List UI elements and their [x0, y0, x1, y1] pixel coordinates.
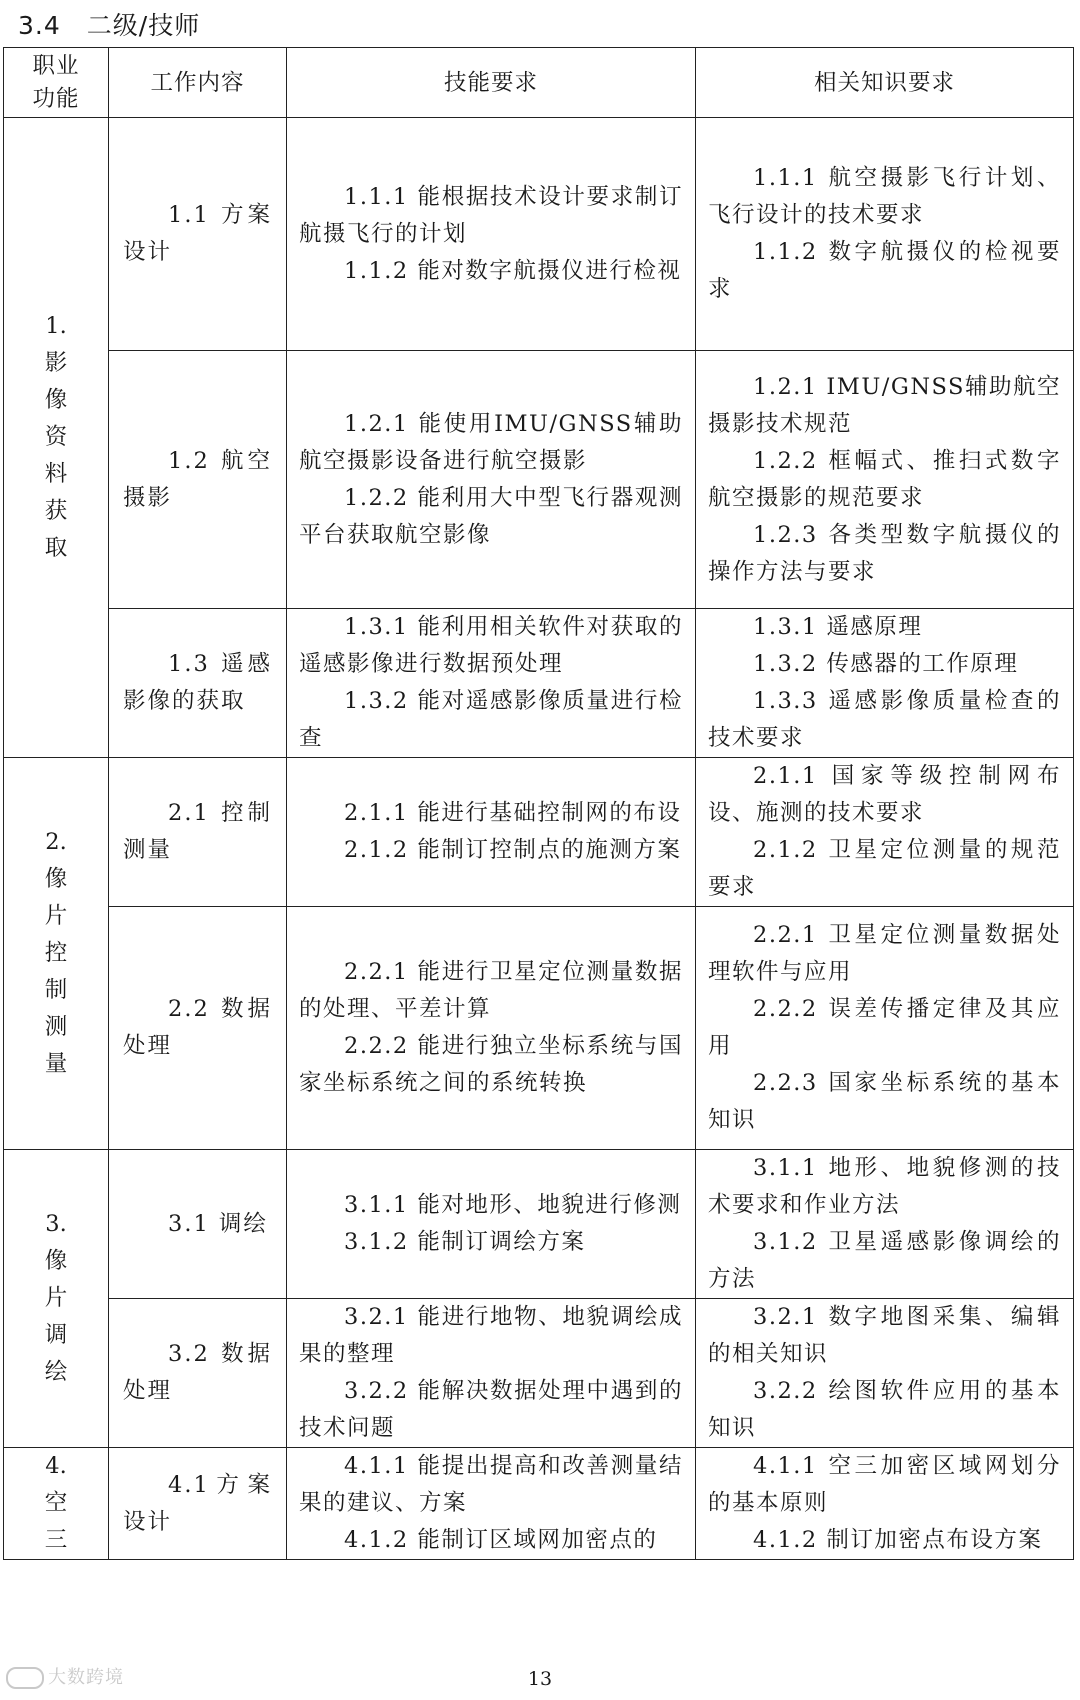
- skill-item: 1.1.1 能根据技术设计要求制订航摄飞行的计划: [299, 183, 683, 247]
- skill-item: 4.1.2 能制订区域网加密点的: [344, 1527, 658, 1553]
- knowledge-item: 1.3.3 遥感影像质量检查的技术要求: [708, 688, 1061, 751]
- skill-item: 2.1.1 能进行基础控制网的布设: [344, 800, 682, 826]
- table-row: [4, 118, 1074, 351]
- skill-item: 1.1.2 能对数字航摄仪进行检视: [344, 257, 682, 284]
- skill-item: 3.2.1 能进行地物、地貌调绘成果的整理: [299, 1304, 683, 1367]
- skills-table: [3, 47, 1074, 1560]
- work-content-text: 1.3 遥感影像的获取: [123, 651, 272, 714]
- skill-cell: [287, 1299, 696, 1448]
- knowledge-item: 3.1.1 地形、地貌修测的技术要求和作业方法: [708, 1155, 1061, 1218]
- header-skill: 技能要求: [287, 48, 696, 118]
- skill-item: 3.2.2 能解决数据处理中遇到的技术问题: [299, 1378, 683, 1441]
- func-cell: [4, 1448, 109, 1560]
- table-header-row: [4, 48, 1074, 118]
- knowledge-cell: [696, 118, 1074, 351]
- skill-item: 3.1.1 能对地形、地貌进行修测: [344, 1192, 682, 1218]
- skill-item: 1.3.2 能对遥感影像质量进行检查: [299, 688, 683, 751]
- skill-item: 1.2.2 能利用大中型飞行器观测平台获取航空影像: [299, 484, 683, 548]
- table-row: [4, 609, 1074, 758]
- table-row: [4, 1299, 1074, 1448]
- func-label: 3.像片调绘: [44, 1211, 68, 1385]
- skill-cell: [287, 351, 696, 609]
- table-body: [4, 118, 1074, 1560]
- knowledge-item: 1.1.2 数字航摄仪的检视要求: [708, 239, 1061, 302]
- header-func: 职业功能: [4, 48, 109, 118]
- knowledge-cell: [696, 1299, 1074, 1448]
- func-label: 4.空三: [44, 1453, 68, 1553]
- skill-cell: [287, 1448, 696, 1560]
- knowledge-item: 4.1.1 空三加密区域网划分的基本原则: [708, 1453, 1061, 1516]
- header-content: 工作内容: [109, 48, 287, 118]
- work-content-text: 3.1 调绘: [168, 1210, 268, 1237]
- skill-cell: [287, 609, 696, 758]
- table-row: [4, 758, 1074, 907]
- knowledge-item: 2.2.3 国家坐标系统的基本知识: [708, 1070, 1061, 1133]
- func-label: 2.像片控制测量: [44, 829, 68, 1077]
- work-content-cell: [109, 351, 287, 609]
- work-content-text: 2.1 控制测量: [123, 800, 272, 863]
- skill-cell: [287, 907, 696, 1150]
- table-row: [4, 1448, 1074, 1560]
- skill-item: 1.2.1 能使用IMU/GNSS辅助航空摄影设备进行航空摄影: [299, 410, 683, 474]
- header-knowledge: 相关知识要求: [696, 48, 1074, 118]
- work-content-cell: [109, 758, 287, 907]
- knowledge-item: 4.1.2 制订加密点布设方案: [753, 1527, 1043, 1553]
- page-number: 13: [527, 1668, 553, 1690]
- func-cell: [4, 118, 109, 758]
- knowledge-item: 1.2.2 框幅式、推扫式数字航空摄影的规范要求: [708, 447, 1061, 511]
- knowledge-cell: [696, 758, 1074, 907]
- knowledge-cell: [696, 907, 1074, 1150]
- knowledge-cell: [696, 1150, 1074, 1299]
- work-content-cell: [109, 609, 287, 758]
- work-content-text: 2.2 数据处理: [123, 996, 272, 1059]
- func-label: 1.影像资料获取: [44, 313, 68, 561]
- knowledge-item: 2.1.1 国家等级控制网布设、施测的技术要求: [708, 763, 1061, 826]
- func-cell: [4, 758, 109, 1150]
- section-number: 3.4: [18, 11, 61, 40]
- knowledge-item: 3.2.2 绘图软件应用的基本知识: [708, 1378, 1061, 1441]
- knowledge-item: 1.2.1 IMU/GNSS辅助航空摄影技术规范: [708, 373, 1061, 437]
- skill-cell: [287, 118, 696, 351]
- table-row: [4, 1150, 1074, 1299]
- skill-item: 2.1.2 能制订控制点的施测方案: [344, 837, 682, 863]
- work-content-text: 4.1方案设计: [123, 1471, 272, 1535]
- skill-item: 2.2.2 能进行独立坐标系统与国家坐标系统之间的系统转换: [299, 1033, 683, 1096]
- work-content-cell: [109, 118, 287, 351]
- skill-item: 3.1.2 能制订调绘方案: [344, 1229, 586, 1255]
- work-content-text: 1.2 航空摄影: [123, 447, 272, 511]
- skill-cell: [287, 758, 696, 907]
- work-content-text: 1.1 方案设计: [123, 202, 272, 265]
- work-content-text: 3.2 数据处理: [123, 1341, 272, 1404]
- knowledge-item: 1.2.3 各类型数字航摄仪的操作方法与要求: [708, 521, 1061, 585]
- watermark-text: 大数跨境: [48, 1667, 124, 1688]
- skill-item: 2.2.1 能进行卫星定位测量数据的处理、平差计算: [299, 959, 683, 1022]
- work-content-cell: [109, 907, 287, 1150]
- work-content-cell: [109, 1150, 287, 1299]
- table-row: [4, 907, 1074, 1150]
- work-content-cell: [109, 1448, 287, 1560]
- knowledge-item: 2.2.2 误差传播定律及其应用: [708, 996, 1061, 1059]
- section-title-text: 二级/技师: [86, 11, 201, 40]
- knowledge-item: 2.1.2 卫星定位测量的规范要求: [708, 837, 1061, 900]
- knowledge-cell: [696, 609, 1074, 758]
- work-content-cell: [109, 1299, 287, 1448]
- skill-item: 4.1.1 能提出提高和改善测量结果的建议、方案: [299, 1453, 683, 1516]
- func-cell: [4, 1150, 109, 1448]
- section-heading: [18, 6, 226, 42]
- knowledge-cell: [696, 351, 1074, 609]
- knowledge-item: 3.2.1 数字地图采集、编辑的相关知识: [708, 1304, 1061, 1367]
- skill-cell: [287, 1150, 696, 1299]
- skill-item: 1.3.1 能利用相关软件对获取的遥感影像进行数据预处理: [299, 614, 683, 677]
- table-row: [4, 351, 1074, 609]
- knowledge-item: 3.1.2 卫星遥感影像调绘的方法: [708, 1229, 1061, 1292]
- knowledge-cell: [696, 1448, 1074, 1560]
- knowledge-item: 1.1.1 航空摄影飞行计划、飞行设计的技术要求: [708, 165, 1061, 228]
- knowledge-item: 1.3.2 传感器的工作原理: [753, 651, 1019, 677]
- knowledge-item: 2.2.1 卫星定位测量数据处理软件与应用: [708, 922, 1061, 985]
- knowledge-item: 1.3.1 遥感原理: [753, 614, 923, 640]
